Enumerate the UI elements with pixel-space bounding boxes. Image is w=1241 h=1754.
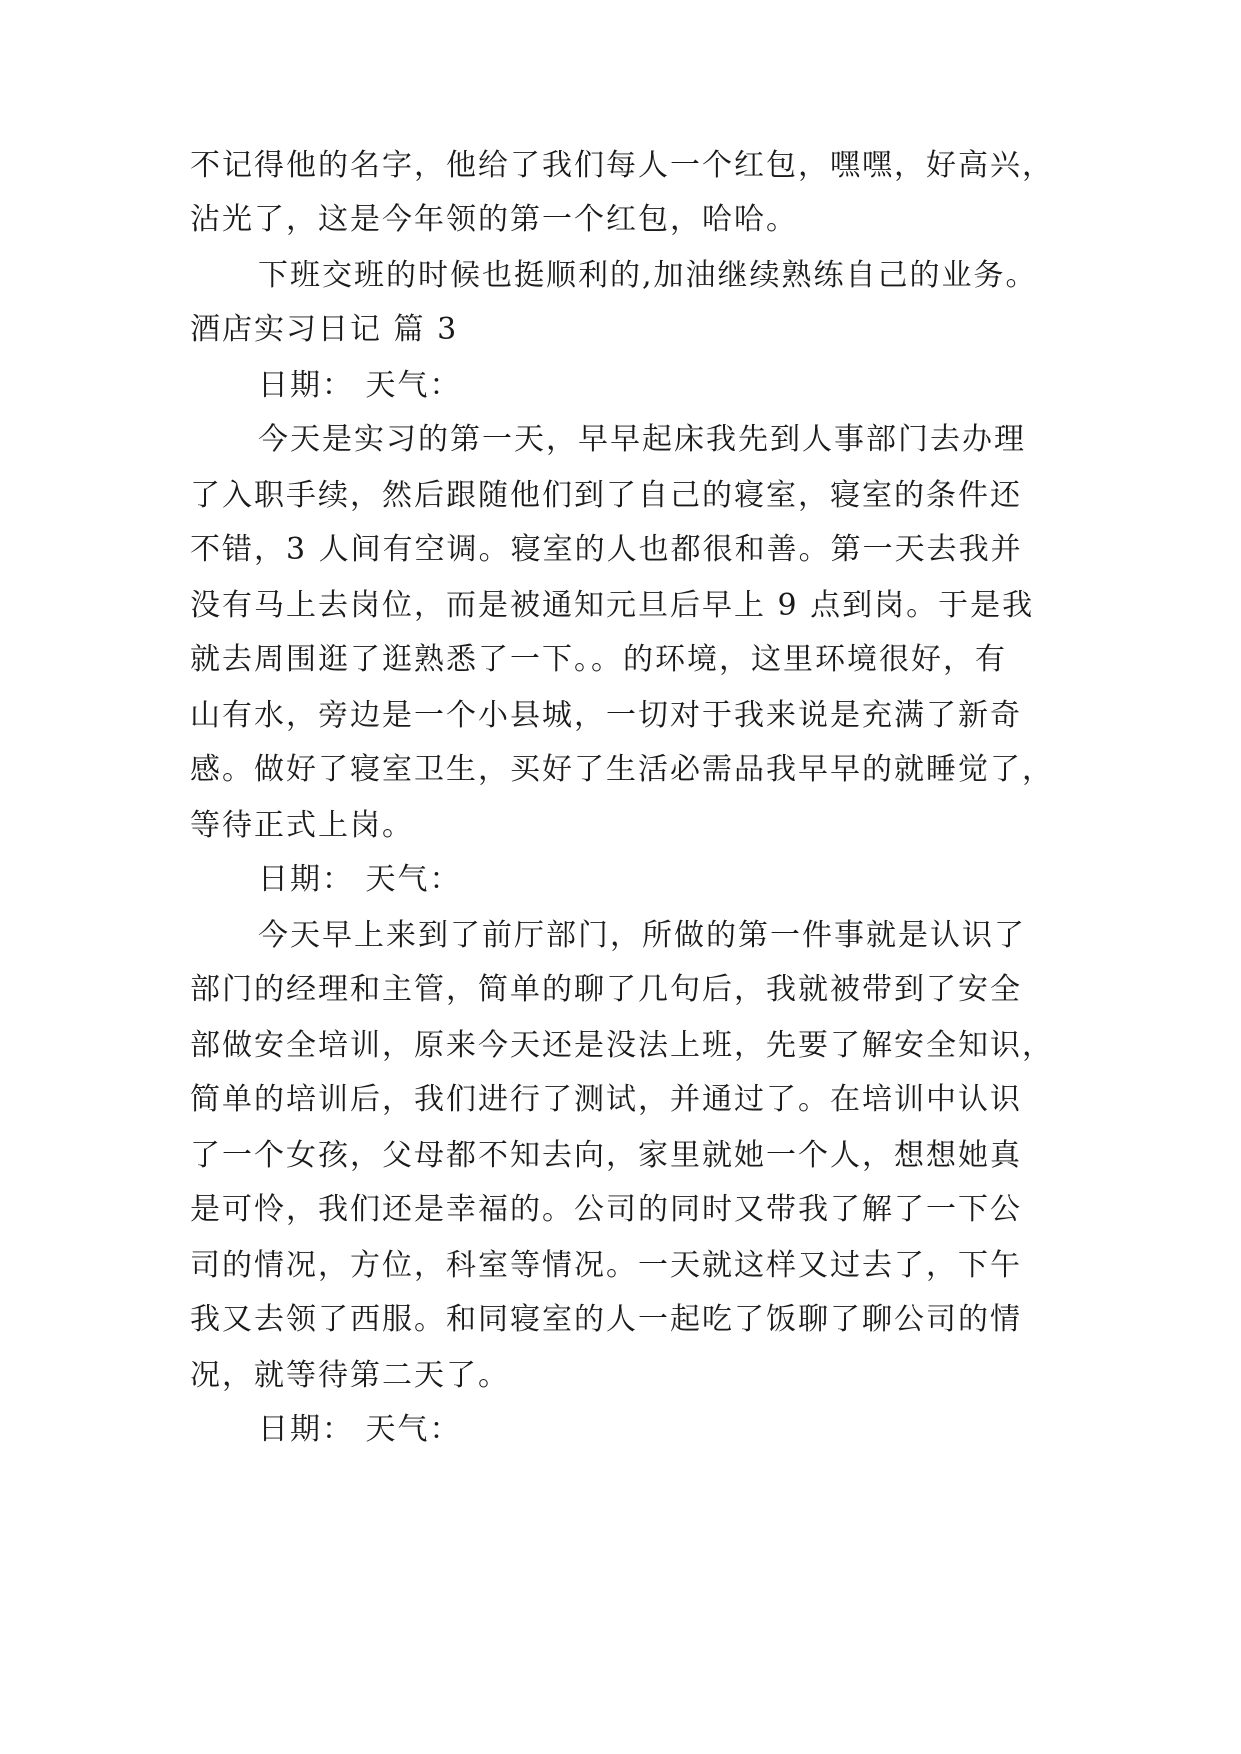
- text-line: 山有水，旁边是一个小县城，一切对于我来说是充满了新奇: [190, 698, 1022, 733]
- text-line: 等待正式上岗。: [190, 808, 414, 843]
- text-line: 是可怜，我们还是幸福的。公司的同时又带我了解了一下公: [190, 1192, 1022, 1227]
- date-weather-line: 日期： 天气：: [258, 862, 462, 897]
- text-line: 了一个女孩，父母都不知去向，家里就她一个人，想想她真: [190, 1138, 1022, 1173]
- text-line: 就去周围逛了逛熟悉了一下。。的环境，这里环境很好，有: [190, 642, 1007, 677]
- text-line: 没有马上去岗位，而是被通知元旦后早上 9 点到岗。于是我: [190, 588, 1035, 623]
- text-line: 不错，3 人间有空调。寝室的人也都很和善。第一天去我并: [190, 532, 1023, 567]
- text-line: 况，就等待第二天了。: [190, 1358, 510, 1393]
- text-line: 部做安全培训，原来今天还是没法上班，先要了解安全知识，: [190, 1028, 1054, 1063]
- text-line: 部门的经理和主管，简单的聊了几句后，我就被带到了安全: [190, 972, 1022, 1007]
- text-line: 沾光了，这是今年领的第一个红包，哈哈。: [190, 202, 798, 237]
- text-line: 我又去领了西服。和同寝室的人一起吃了饭聊了聊公司的情: [190, 1302, 1022, 1337]
- section-title: 酒店实习日记 篇 3: [190, 312, 459, 347]
- date-weather-line: 日期： 天气：: [258, 368, 462, 403]
- text-line: 今天早上来到了前厅部门，所做的第一件事就是认识了: [258, 918, 1026, 953]
- text-line: 了入职手续，然后跟随他们到了自己的寝室，寝室的条件还: [190, 478, 1022, 513]
- text-line: 下班交班的时候也挺顺利的,加油继续熟练自己的业务。: [258, 258, 1038, 293]
- text-line: 感。做好了寝室卫生，买好了生活必需品我早早的就睡觉了，: [190, 752, 1054, 787]
- text-line: 简单的培训后，我们进行了测试，并通过了。在培训中认识: [190, 1082, 1022, 1117]
- text-line: 不记得他的名字，他给了我们每人一个红包，嘿嘿，好高兴，: [190, 148, 1054, 183]
- text-line: 今天是实习的第一天，早早起床我先到人事部门去办理: [258, 422, 1026, 457]
- text-line: 司的情况，方位，科室等情况。一天就这样又过去了，下午: [190, 1248, 1022, 1283]
- date-weather-line: 日期： 天气：: [258, 1412, 462, 1447]
